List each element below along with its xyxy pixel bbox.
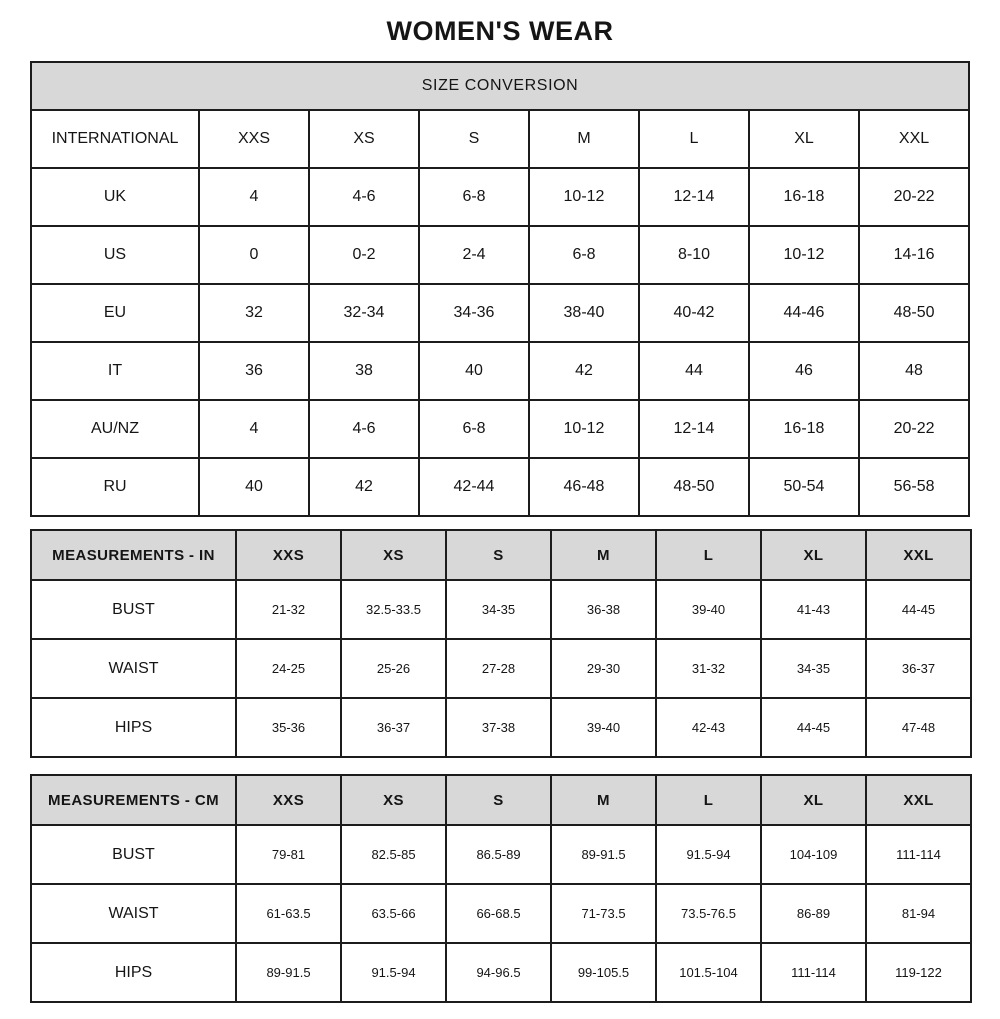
row-label: RU xyxy=(31,458,199,516)
table-cell: 42-44 xyxy=(419,458,529,516)
table-cell: 79-81 xyxy=(236,825,341,884)
table-cell: 89-91.5 xyxy=(236,943,341,1002)
column-header-size: S xyxy=(419,110,529,168)
column-header-size: L xyxy=(639,110,749,168)
table-cell: 38 xyxy=(309,342,419,400)
table-cell: 111-114 xyxy=(761,943,866,1002)
table-cell: 36-37 xyxy=(341,698,446,757)
column-header-size: XXS xyxy=(236,530,341,580)
measurements-in-table xyxy=(30,529,972,758)
table-banner-row xyxy=(31,62,969,110)
table-cell: 104-109 xyxy=(761,825,866,884)
table-cell: 81-94 xyxy=(866,884,971,943)
table-cell: 44-46 xyxy=(749,284,859,342)
measurements-cm-table xyxy=(30,774,972,1003)
table-cell: 35-36 xyxy=(236,698,341,757)
column-header-size: XS xyxy=(341,775,446,825)
table-cell: 46 xyxy=(749,342,859,400)
table-row xyxy=(31,943,971,1002)
table-cell: 50-54 xyxy=(749,458,859,516)
column-header-label: MEASUREMENTS - CM xyxy=(31,775,236,825)
table-cell: 4 xyxy=(199,168,309,226)
column-header-size: XS xyxy=(309,110,419,168)
table-cell: 86-89 xyxy=(761,884,866,943)
column-header-size: XL xyxy=(749,110,859,168)
table-cell: 44-45 xyxy=(761,698,866,757)
table-cell: 36-37 xyxy=(866,639,971,698)
column-header-size: XL xyxy=(761,775,866,825)
row-label: US xyxy=(31,226,199,284)
table-cell: 10-12 xyxy=(749,226,859,284)
table-cell: 21-32 xyxy=(236,580,341,639)
row-label: IT xyxy=(31,342,199,400)
table-cell: 16-18 xyxy=(749,168,859,226)
table-row xyxy=(31,580,971,639)
table-cell: 29-30 xyxy=(551,639,656,698)
column-header-size: XXL xyxy=(866,530,971,580)
table-cell: 119-122 xyxy=(866,943,971,1002)
table-cell: 0-2 xyxy=(309,226,419,284)
table-cell: 37-38 xyxy=(446,698,551,757)
table-row xyxy=(31,825,971,884)
table-cell: 48-50 xyxy=(639,458,749,516)
column-header-size: M xyxy=(551,775,656,825)
column-header-size: M xyxy=(529,110,639,168)
table-cell: 4-6 xyxy=(309,400,419,458)
column-header-size: XXL xyxy=(859,110,969,168)
table-cell: 6-8 xyxy=(419,400,529,458)
table-header-row xyxy=(31,110,969,168)
row-label: BUST xyxy=(31,580,236,639)
table-cell: 10-12 xyxy=(529,400,639,458)
row-label: HIPS xyxy=(31,698,236,757)
table-row xyxy=(31,639,971,698)
table-cell: 38-40 xyxy=(529,284,639,342)
table-cell: 24-25 xyxy=(236,639,341,698)
table-cell: 56-58 xyxy=(859,458,969,516)
column-header-label: INTERNATIONAL xyxy=(31,110,199,168)
table-cell: 111-114 xyxy=(866,825,971,884)
page-title: WOMEN'S WEAR xyxy=(386,16,614,46)
row-label: WAIST xyxy=(31,884,236,943)
table-cell: 94-96.5 xyxy=(446,943,551,1002)
row-label: EU xyxy=(31,284,199,342)
table-cell: 42-43 xyxy=(656,698,761,757)
row-label: UK xyxy=(31,168,199,226)
table-cell: 10-12 xyxy=(529,168,639,226)
column-header-size: L xyxy=(656,775,761,825)
column-header-size: S xyxy=(446,775,551,825)
table-cell: 71-73.5 xyxy=(551,884,656,943)
table-cell: 12-14 xyxy=(639,168,749,226)
table-row xyxy=(31,342,969,400)
table-cell: 73.5-76.5 xyxy=(656,884,761,943)
column-header-size: XS xyxy=(341,530,446,580)
table-cell: 44-45 xyxy=(866,580,971,639)
table-cell: 6-8 xyxy=(419,168,529,226)
table-header-row xyxy=(31,530,971,580)
table-cell: 40 xyxy=(419,342,529,400)
table-cell: 101.5-104 xyxy=(656,943,761,1002)
table-cell: 42 xyxy=(529,342,639,400)
table-cell: 4-6 xyxy=(309,168,419,226)
row-label: BUST xyxy=(31,825,236,884)
table-cell: 36 xyxy=(199,342,309,400)
row-label: AU/NZ xyxy=(31,400,199,458)
table-cell: 40 xyxy=(199,458,309,516)
table-cell: 16-18 xyxy=(749,400,859,458)
column-header-size: S xyxy=(446,530,551,580)
table-cell: 12-14 xyxy=(639,400,749,458)
table-cell: 61-63.5 xyxy=(236,884,341,943)
table-cell: 34-36 xyxy=(419,284,529,342)
table-row xyxy=(31,698,971,757)
column-header-size: M xyxy=(551,530,656,580)
table-cell: 91.5-94 xyxy=(341,943,446,1002)
table-cell: 32 xyxy=(199,284,309,342)
table-cell: 46-48 xyxy=(529,458,639,516)
table-cell: 25-26 xyxy=(341,639,446,698)
table-row xyxy=(31,284,969,342)
table-cell: 6-8 xyxy=(529,226,639,284)
column-header-size: XL xyxy=(761,530,866,580)
table-cell: 47-48 xyxy=(866,698,971,757)
table-cell: 31-32 xyxy=(656,639,761,698)
table-cell: 34-35 xyxy=(446,580,551,639)
table-cell: 48 xyxy=(859,342,969,400)
table-cell: 36-38 xyxy=(551,580,656,639)
table-row xyxy=(31,458,969,516)
table-cell: 42 xyxy=(309,458,419,516)
column-header-label: MEASUREMENTS - IN xyxy=(31,530,236,580)
table-cell: 39-40 xyxy=(656,580,761,639)
table-cell: 82.5-85 xyxy=(341,825,446,884)
table-banner: SIZE CONVERSION xyxy=(31,62,969,110)
size-conversion-table xyxy=(30,61,970,517)
column-header-size: XXL xyxy=(866,775,971,825)
table-cell: 41-43 xyxy=(761,580,866,639)
column-header-size: XXS xyxy=(199,110,309,168)
column-header-size: L xyxy=(656,530,761,580)
column-header-size: XXS xyxy=(236,775,341,825)
table-row xyxy=(31,226,969,284)
table-cell: 0 xyxy=(199,226,309,284)
table-cell: 39-40 xyxy=(551,698,656,757)
table-row xyxy=(31,400,969,458)
table-cell: 20-22 xyxy=(859,400,969,458)
table-cell: 63.5-66 xyxy=(341,884,446,943)
table-cell: 32-34 xyxy=(309,284,419,342)
table-cell: 2-4 xyxy=(419,226,529,284)
table-cell: 99-105.5 xyxy=(551,943,656,1002)
table-header-row xyxy=(31,775,971,825)
table-row xyxy=(31,168,969,226)
table-cell: 32.5-33.5 xyxy=(341,580,446,639)
table-cell: 14-16 xyxy=(859,226,969,284)
size-chart-page xyxy=(30,0,970,1003)
table-cell: 4 xyxy=(199,400,309,458)
table-cell: 44 xyxy=(639,342,749,400)
table-cell: 86.5-89 xyxy=(446,825,551,884)
table-cell: 27-28 xyxy=(446,639,551,698)
table-cell: 89-91.5 xyxy=(551,825,656,884)
row-label: HIPS xyxy=(31,943,236,1002)
table-cell: 91.5-94 xyxy=(656,825,761,884)
row-label: WAIST xyxy=(31,639,236,698)
table-row xyxy=(31,884,971,943)
table-cell: 34-35 xyxy=(761,639,866,698)
table-cell: 66-68.5 xyxy=(446,884,551,943)
table-cell: 8-10 xyxy=(639,226,749,284)
table-cell: 48-50 xyxy=(859,284,969,342)
table-cell: 20-22 xyxy=(859,168,969,226)
table-cell: 40-42 xyxy=(639,284,749,342)
